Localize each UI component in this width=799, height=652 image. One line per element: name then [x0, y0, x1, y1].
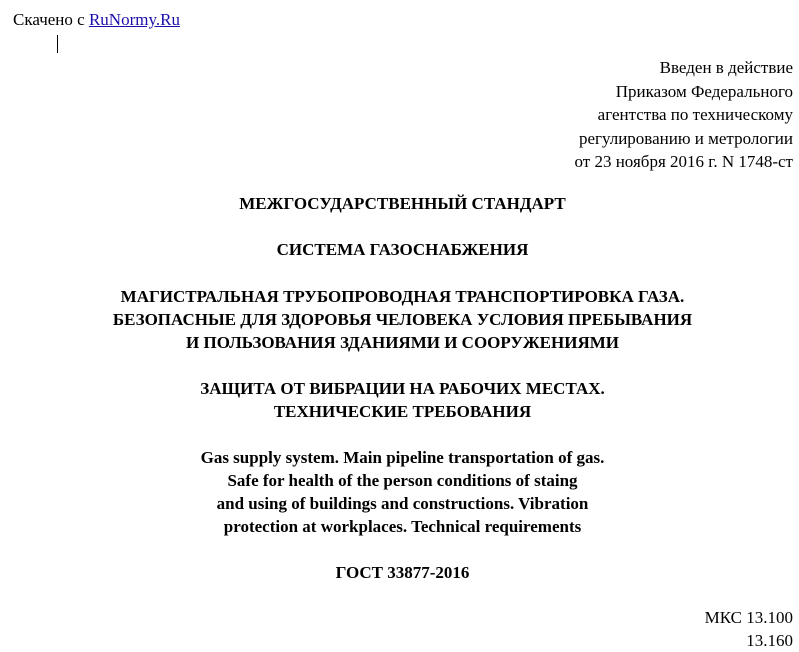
approval-line: Приказом Федерального	[615, 81, 793, 101]
mks-line: 13.160	[746, 631, 793, 650]
english-title-line: Gas supply system. Main pipeline transportation of gas.	[200, 448, 605, 467]
main-title-line: И ПОЛЬЗОВАНИЯ ЗДАНИЯМИ И СООРУЖЕНИЯМИ	[186, 333, 619, 352]
english-title-line: Safe for health of the person conditions of staing	[227, 471, 578, 490]
sub-title	[0, 377, 799, 423]
approval-line: регулированию и метрологии	[578, 128, 793, 148]
gost-number-text: ГОСТ 33877-2016	[335, 563, 470, 582]
gost-number	[0, 561, 799, 584]
text-caret	[57, 35, 58, 53]
system-heading	[0, 238, 799, 261]
mks-codes	[705, 606, 793, 652]
main-title	[0, 285, 799, 354]
sub-title-line: ЗАЩИТА ОТ ВИБРАЦИИ НА РАБОЧИХ МЕСТАХ.	[200, 379, 605, 398]
approval-line: агентства по техническому	[597, 105, 793, 124]
main-title-line: МАГИСТРАЛЬНАЯ ТРУБОПРОВОДНАЯ ТРАНСПОРТИРОВКА ГАЗА.	[120, 287, 685, 306]
approval-line: от 23 ноября 2016 г. N 1748-ст	[574, 152, 793, 171]
sub-title-line: ТЕХНИЧЕСКИЕ ТРЕБОВАНИЯ	[273, 402, 532, 421]
standard-category-text: МЕЖГОСУДАРСТВЕННЫЙ СТАНДАРТ	[239, 194, 566, 213]
main-title-line: БЕЗОПАСНЫЕ ДЛЯ ЗДОРОВЬЯ ЧЕЛОВЕКА УСЛОВИЯ ПРЕБЫВАНИЯ	[112, 310, 693, 329]
source-line	[13, 9, 180, 31]
mks-line: МКС 13.100	[704, 608, 793, 627]
approval-block	[575, 56, 794, 174]
english-title	[0, 446, 799, 538]
approval-line: Введен в действие	[659, 58, 793, 77]
source-prefix: Скачено с	[13, 10, 89, 29]
runormy-link[interactable]: RuNormy.Ru	[88, 10, 180, 29]
english-title-line: and using of buildings and constructions. Vibration	[216, 494, 589, 513]
english-title-line: protection at workplaces. Technical requirements	[223, 517, 582, 536]
standard-category	[0, 192, 799, 215]
system-heading-text: СИСТЕМА ГАЗОСНАБЖЕНИЯ	[276, 240, 529, 259]
